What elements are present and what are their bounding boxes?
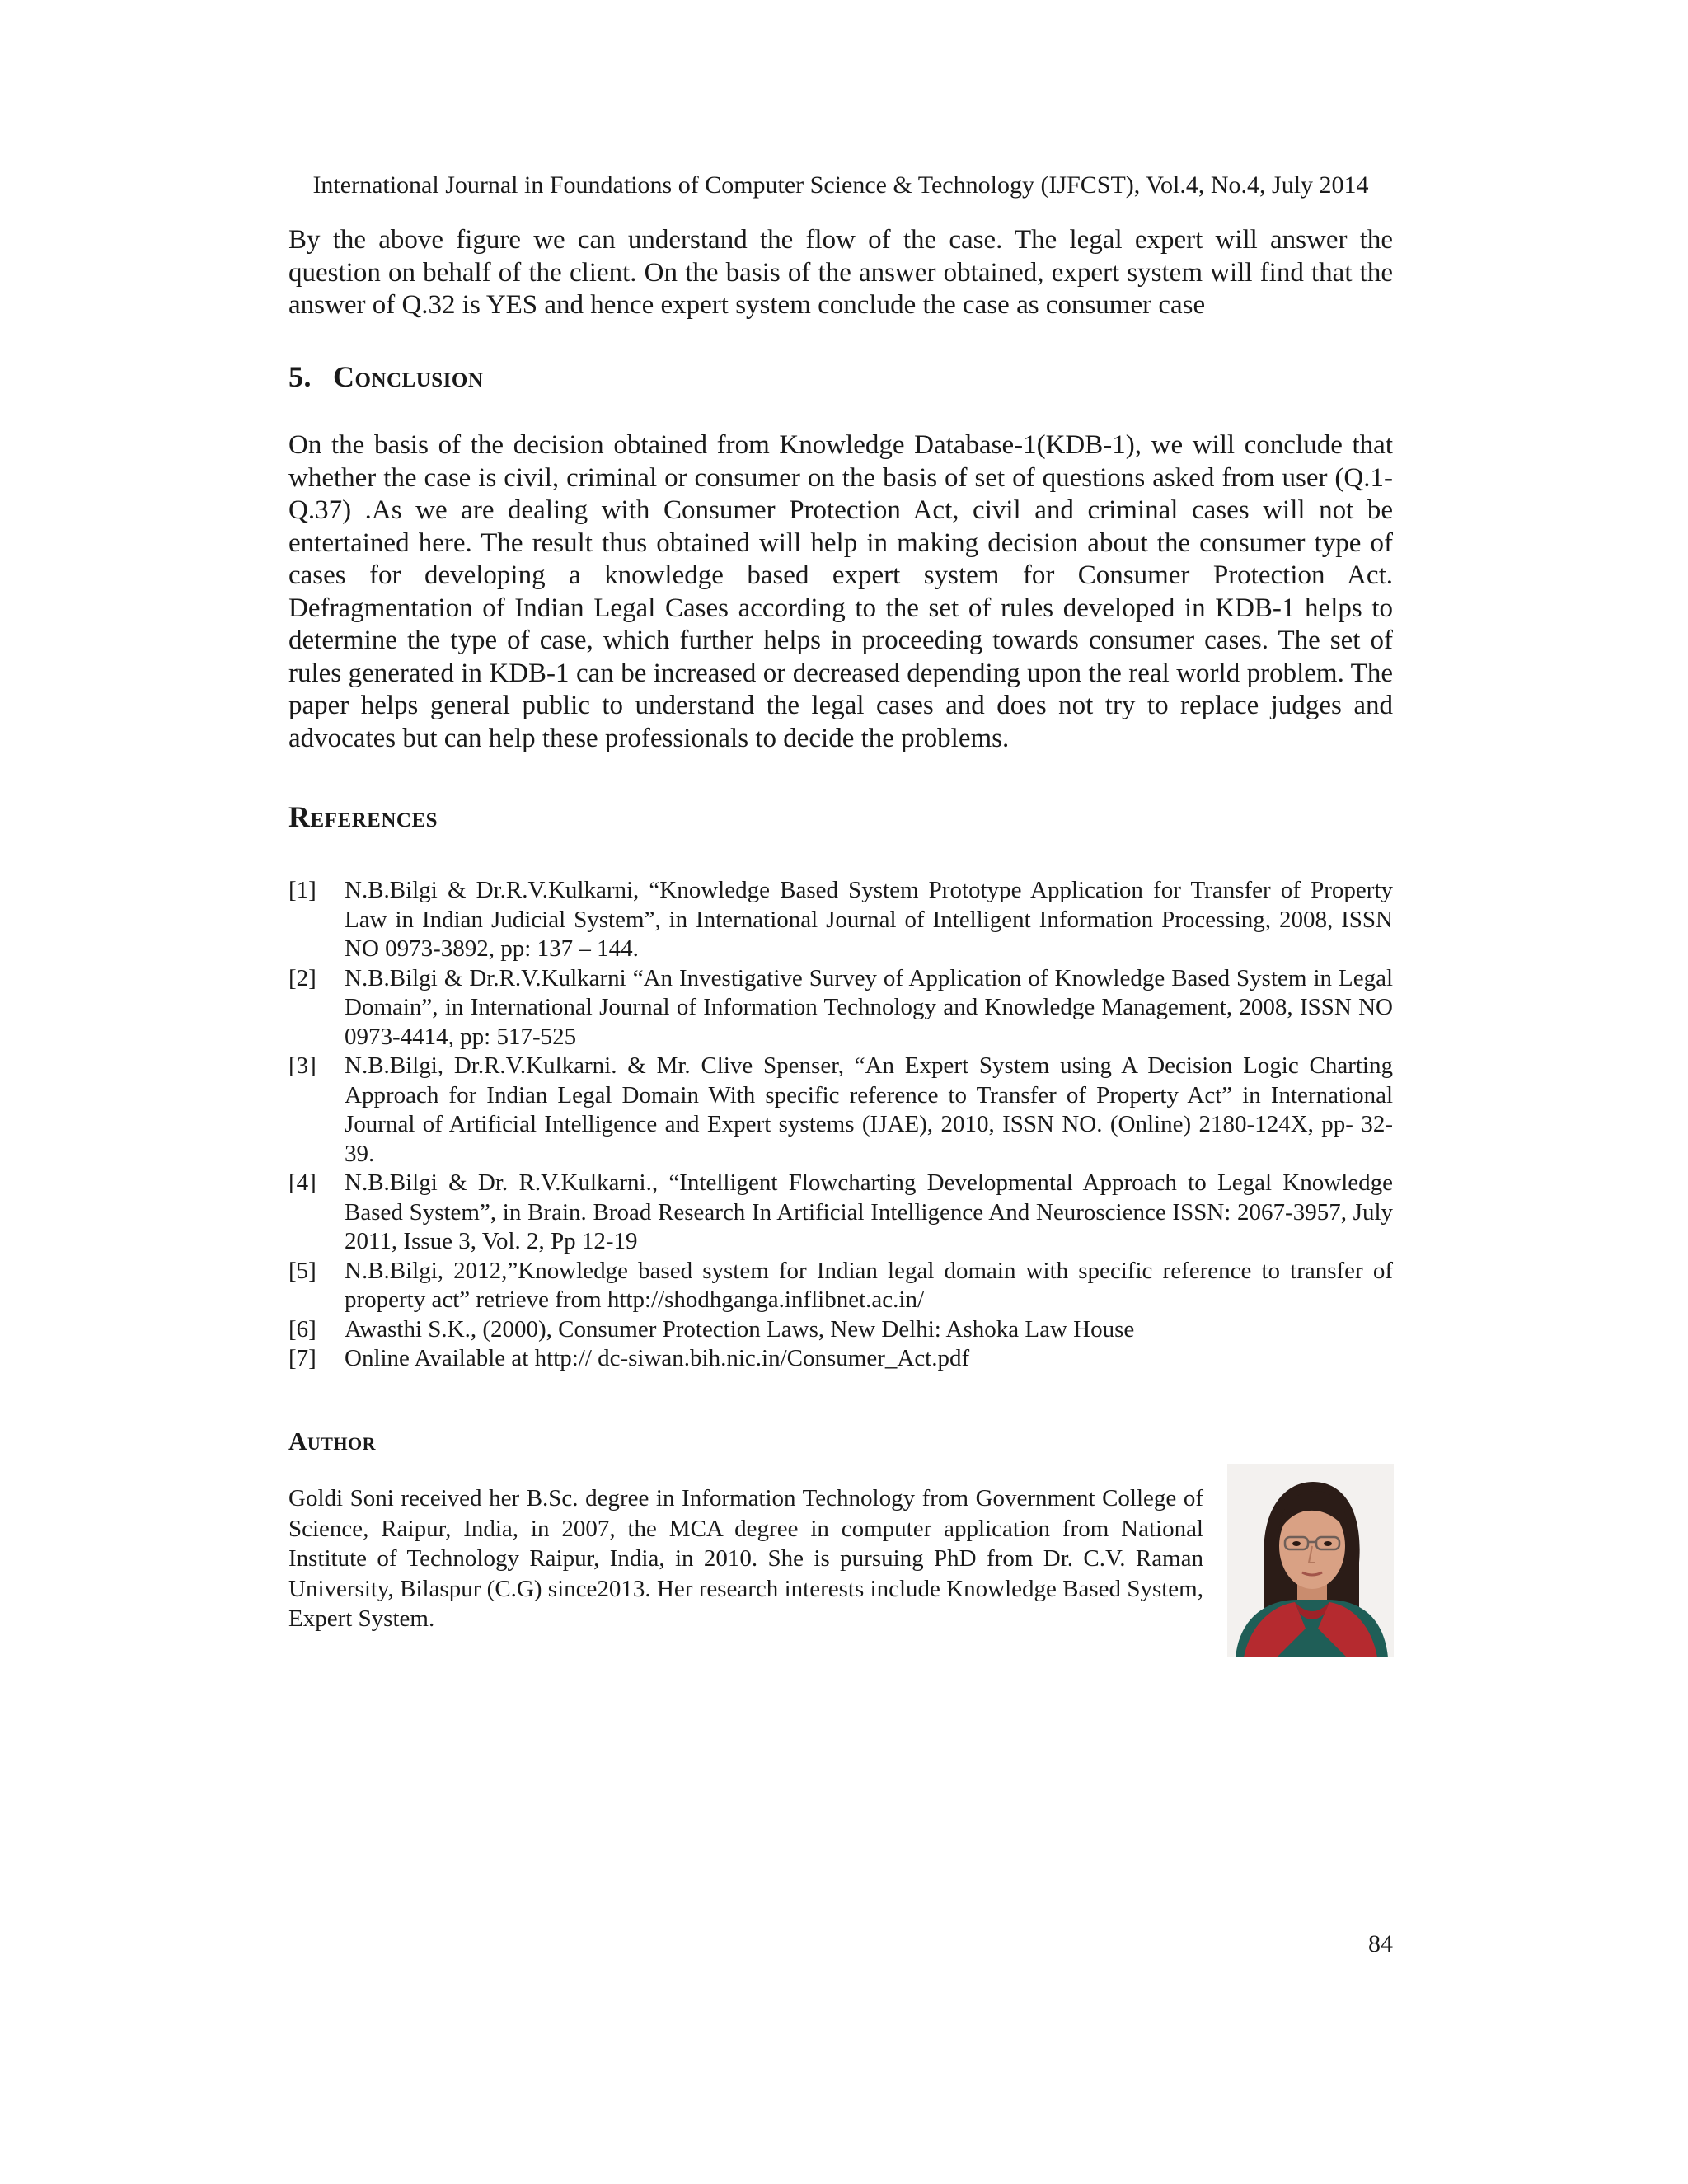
reference-text: Awasthi S.K., (2000), Consumer Protection Laws, New Delhi: Ashoka Law House: [345, 1315, 1135, 1343]
references-list: [288, 876, 1393, 1374]
author-portrait-image: [1227, 1464, 1394, 1657]
page-number: 84: [1368, 1930, 1393, 1957]
section-number: 5.: [288, 360, 312, 393]
reference-item: [288, 1052, 1393, 1169]
section-title: Conclusion: [333, 360, 484, 393]
reference-item: [288, 1257, 1393, 1315]
author-heading: Author: [288, 1427, 377, 1455]
author-bio: Goldi Soni received her B.Sc. degree in Information Technology from Government College of Science, Raipur, India, in 2007, the MCA degree in computer application from National Institute of Technology Raipur, India, in 2010. She is pursuing PhD from Dr. C.V. Raman University, Bilaspur (C.G) since2013. Her research interests include Knowledge Based System, Expert System.: [288, 1485, 1203, 1632]
references-heading: References: [288, 800, 438, 833]
reference-item: [288, 964, 1393, 1052]
reference-item: [288, 876, 1393, 964]
reference-text: N.B.Bilgi & Dr. R.V.Kulkarni., “Intelligent Flowcharting Developmental Approach to Legal Knowledge Based System”, in Brain. Broad Research In Artificial Intelligence And Neuroscience ISSN: 2067-3957, July 2011, Issue 3, Vol. 2, Pp 12-19: [345, 1169, 1393, 1254]
reference-text: N.B.Bilgi, 2012,”Knowledge based system for Indian legal domain with specific reference to transfer of property act” retrieve from http://shodhganga.inflibnet.ac.in/: [345, 1257, 1393, 1313]
journal-header: International Journal in Foundations of Computer Science & Technology (IJFCST), Vol.4, No.4, July 2014: [312, 171, 1369, 199]
reference-item: [288, 1169, 1393, 1257]
conclusion-heading: [288, 359, 483, 394]
reference-item: [288, 1315, 1393, 1345]
reference-item: [288, 1344, 1393, 1374]
reference-number: [6]: [288, 1315, 316, 1343]
reference-number: [7]: [288, 1345, 316, 1371]
reference-number: [2]: [288, 964, 316, 991]
reference-text: N.B.Bilgi, Dr.R.V.Kulkarni. & Mr. Clive Spenser, “An Expert System using A Decision Logic Charting Approach for Indian Legal Domain With specific reference to Transfer of Property Act” in International Journal of Artificial Intelligence and Expert systems (IJAE), 2010, ISSN NO. (Online) 2180-124X, pp- 32-39.: [345, 1052, 1393, 1167]
reference-number: [5]: [288, 1257, 316, 1284]
reference-number: [4]: [288, 1169, 316, 1196]
reference-number: [1]: [288, 877, 316, 903]
intro-paragraph: By the above figure we can understand the flow of the case. The legal expert will answer the question on behalf of the client. On the basis of the answer obtained, expert system will find that the answer of Q.32 is YES and hence expert system conclude the case as consumer case: [288, 225, 1393, 320]
reference-text: N.B.Bilgi & Dr.R.V.Kulkarni “An Investigative Survey of Application of Knowledge Based System in Legal Domain”, in International Journal of Information Technology and Knowledge Management, 2008, ISSN NO 0973-4414, pp: 517-525: [345, 964, 1393, 1050]
reference-number: [3]: [288, 1052, 316, 1079]
reference-text: Online Available at http:// dc-siwan.bih.nic.in/Consumer_Act.pdf: [345, 1345, 970, 1371]
reference-text: N.B.Bilgi & Dr.R.V.Kulkarni, “Knowledge Based System Prototype Application for Transfer of Property Law in Indian Judicial System”, in International Journal of Intelligent Information Processing, 2008, ISSN NO 0973-3892, pp: 137 – 144.: [345, 877, 1393, 962]
conclusion-paragraph: On the basis of the decision obtained from Knowledge Database-1(KDB-1), we will conclude that whether the case is civil, criminal or consumer on the basis of set of questions asked from user (Q.1- Q.37) .As we are dealing with Consumer Protection Act, civil and criminal cases will not be entertained here. The result thus obtained will help in making decision about the consumer type of cases for developing a knowledge based expert system for Consumer Protection Act. Defragmentation of Indian Legal Cases according to the set of rules developed in KDB-1 helps to determine the type of case, which further helps in proceeding towards consumer cases. The set of rules generated in KDB-1 can be increased or decreased depending upon the real world problem. The paper helps general public to understand the legal cases and does not try to replace judges and advocates but can help these professionals to decide the problems.: [288, 430, 1393, 753]
author-photo: [1227, 1464, 1394, 1657]
